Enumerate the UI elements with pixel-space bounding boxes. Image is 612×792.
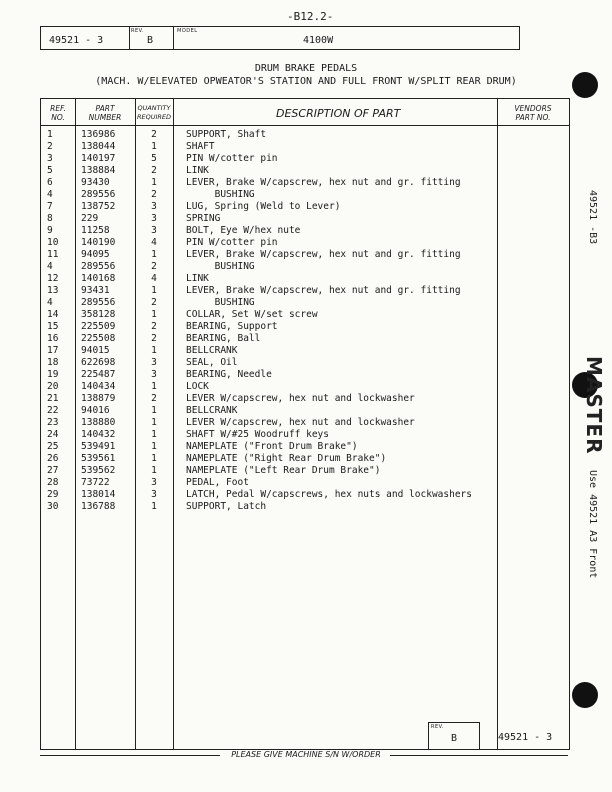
- row-quantity: 3: [151, 489, 157, 500]
- binder-hole: [572, 682, 598, 708]
- row-part-number: 358128: [81, 309, 116, 320]
- row-part-number: 138880: [81, 417, 116, 428]
- row-quantity: 1: [151, 465, 157, 476]
- row-ref: 22: [47, 405, 59, 416]
- row-ref: 2: [47, 141, 53, 152]
- row-ref: 9: [47, 225, 53, 236]
- row-quantity: 3: [151, 225, 157, 236]
- row-quantity: 1: [151, 285, 157, 296]
- table-row: [41, 153, 569, 165]
- row-description: LEVER W/capscrew, hex nut and lockwasher: [186, 417, 415, 428]
- header-rev-label: REV.: [131, 28, 144, 34]
- row-ref: 3: [47, 153, 53, 164]
- row-ref: 8: [47, 213, 53, 224]
- page-subtitle: (MACH. W/ELEVATED OPWEATOR'S STATION AND FULL FRONT W/SPLIT REAR DRUM): [95, 76, 517, 87]
- row-quantity: 3: [151, 357, 157, 368]
- row-description: BUSHING: [186, 189, 255, 200]
- row-ref: 4: [47, 189, 53, 200]
- row-quantity: 2: [151, 261, 157, 272]
- header-rev-value: B: [147, 35, 154, 46]
- row-ref: 23: [47, 417, 59, 428]
- table-row: [41, 249, 569, 261]
- row-ref: 28: [47, 477, 59, 488]
- col-ref-header: REF. NO.: [50, 104, 66, 122]
- row-description: BELLCRANK: [186, 345, 238, 356]
- row-description: SHAFT W/#25 Woodruff keys: [186, 429, 329, 440]
- row-part-number: 11258: [81, 225, 110, 236]
- table-row: [41, 225, 569, 237]
- row-part-number: 225509: [81, 321, 116, 332]
- row-ref: 15: [47, 321, 59, 332]
- row-ref: 18: [47, 357, 59, 368]
- row-description: BEARING, Ball: [186, 333, 261, 344]
- table-row: [41, 165, 569, 177]
- row-ref: 21: [47, 393, 59, 404]
- row-description: LEVER, Brake W/capscrew, hex nut and gr. fitting: [186, 249, 461, 260]
- header-doc-number: 49521 - 3: [49, 35, 104, 46]
- table-row: [41, 417, 569, 429]
- row-ref: 25: [47, 441, 59, 452]
- row-quantity: 1: [151, 141, 157, 152]
- row-part-number: 138044: [81, 141, 116, 152]
- row-description: LEVER, Brake W/capscrew, hex nut and gr. fitting: [186, 285, 461, 296]
- row-part-number: 136986: [81, 129, 116, 140]
- row-ref: 7: [47, 201, 53, 212]
- table-row: [41, 501, 569, 513]
- page-number: -B12.2-: [287, 10, 334, 23]
- row-quantity: 4: [151, 237, 157, 248]
- table-row: [41, 333, 569, 345]
- footer-rev-label: REV.: [431, 724, 444, 730]
- row-quantity: 2: [151, 297, 157, 308]
- row-description: SPRING: [186, 213, 221, 224]
- table-row: [41, 357, 569, 369]
- row-quantity: 2: [151, 165, 157, 176]
- row-description: LINK: [186, 273, 209, 284]
- row-part-number: 140432: [81, 429, 116, 440]
- row-quantity: 2: [151, 129, 157, 140]
- table-row: [41, 405, 569, 417]
- row-part-number: 94016: [81, 405, 110, 416]
- row-ref: 20: [47, 381, 59, 392]
- row-part-number: 73722: [81, 477, 110, 488]
- row-quantity: 1: [151, 417, 157, 428]
- use-note: Use 49521 A3 Front: [587, 470, 598, 579]
- row-part-number: 138879: [81, 393, 116, 404]
- table-row: [41, 489, 569, 501]
- row-part-number: 289556: [81, 261, 116, 272]
- page-title: DRUM BRAKE PEDALS: [254, 63, 358, 74]
- row-quantity: 2: [151, 189, 157, 200]
- side-code: 49521 -B3: [587, 190, 598, 245]
- table-row: [41, 321, 569, 333]
- row-quantity: 2: [151, 333, 157, 344]
- row-part-number: 225487: [81, 369, 116, 380]
- footer-rev-value: B: [451, 733, 458, 744]
- row-quantity: 1: [151, 345, 157, 356]
- table-row: [41, 189, 569, 201]
- row-quantity: 4: [151, 273, 157, 284]
- row-description: NAMEPLATE ("Left Rear Drum Brake"): [186, 465, 381, 476]
- row-ref: 16: [47, 333, 59, 344]
- row-part-number: 289556: [81, 297, 116, 308]
- header-model-label: MODEL: [177, 28, 198, 34]
- table-row: [41, 369, 569, 381]
- row-part-number: 539561: [81, 453, 116, 464]
- row-description: NAMEPLATE ("Right Rear Drum Brake"): [186, 453, 387, 464]
- row-description: SUPPORT, Shaft: [186, 129, 267, 140]
- footer-note: PLEASE GIVE MACHINE S/N W/ORDER: [231, 750, 381, 759]
- row-description: LATCH, Pedal W/capscrews, hex nuts and lockwashers: [186, 489, 472, 500]
- row-quantity: 1: [151, 501, 157, 512]
- row-description: SUPPORT, Latch: [186, 501, 267, 512]
- row-part-number: 140197: [81, 153, 116, 164]
- table-row: [41, 441, 569, 453]
- row-description: LINK: [186, 165, 209, 176]
- row-ref: 26: [47, 453, 59, 464]
- row-quantity: 1: [151, 453, 157, 464]
- row-description: COLLAR, Set W/set screw: [186, 309, 318, 320]
- row-description: BEARING, Needle: [186, 369, 272, 380]
- row-part-number: 539491: [81, 441, 116, 452]
- row-ref: 4: [47, 261, 53, 272]
- row-description: BUSHING: [186, 261, 255, 272]
- row-description: BOLT, Eye W/hex nute: [186, 225, 301, 236]
- row-description: PIN W/cotter pin: [186, 237, 278, 248]
- row-ref: 5: [47, 165, 53, 176]
- row-quantity: 3: [151, 201, 157, 212]
- col-qty-header: QUANTITY REQUIRED: [136, 104, 172, 121]
- row-quantity: 3: [151, 477, 157, 488]
- row-ref: 29: [47, 489, 59, 500]
- table-row: [41, 261, 569, 273]
- table-row: [41, 453, 569, 465]
- row-quantity: 1: [151, 381, 157, 392]
- row-ref: 19: [47, 369, 59, 380]
- table-row: [41, 177, 569, 189]
- row-part-number: 138752: [81, 201, 116, 212]
- row-description: BUSHING: [186, 297, 255, 308]
- row-part-number: 539562: [81, 465, 116, 476]
- table-row: [41, 309, 569, 321]
- row-ref: 13: [47, 285, 59, 296]
- col-vendor-header: VENDORS PART NO.: [514, 104, 552, 122]
- table-row: [41, 141, 569, 153]
- row-description: SEAL, Oil: [186, 357, 238, 368]
- col-desc-header: DESCRIPTION OF PART: [276, 107, 401, 120]
- row-ref: 12: [47, 273, 59, 284]
- row-quantity: 2: [151, 393, 157, 404]
- table-row: [41, 237, 569, 249]
- row-part-number: 136788: [81, 501, 116, 512]
- row-quantity: 2: [151, 321, 157, 332]
- row-quantity: 1: [151, 441, 157, 452]
- row-part-number: 289556: [81, 189, 116, 200]
- row-quantity: 1: [151, 177, 157, 188]
- row-quantity: 5: [151, 153, 157, 164]
- row-description: PIN W/cotter pin: [186, 153, 278, 164]
- table-row: [41, 393, 569, 405]
- row-part-number: 138014: [81, 489, 116, 500]
- row-ref: 24: [47, 429, 59, 440]
- row-description: LEVER, Brake W/capscrew, hex nut and gr. fitting: [186, 177, 461, 188]
- table-row: [41, 201, 569, 213]
- row-part-number: 94015: [81, 345, 110, 356]
- table-row: [41, 129, 569, 141]
- footer-box: [428, 722, 568, 748]
- row-ref: 30: [47, 501, 59, 512]
- row-part-number: 140434: [81, 381, 116, 392]
- row-ref: 10: [47, 237, 59, 248]
- row-part-number: 622698: [81, 357, 116, 368]
- footer-doc-number: 49521 - 3: [498, 732, 553, 743]
- row-part-number: 140168: [81, 273, 116, 284]
- row-ref: 6: [47, 177, 53, 188]
- row-description: LEVER W/capscrew, hex nut and lockwasher: [186, 393, 415, 404]
- row-description: SHAFT: [186, 141, 215, 152]
- binder-hole: [572, 72, 598, 98]
- row-quantity: 3: [151, 369, 157, 380]
- row-part-number: 140190: [81, 237, 116, 248]
- row-ref: 14: [47, 309, 59, 320]
- table-row: [41, 465, 569, 477]
- row-quantity: 1: [151, 309, 157, 320]
- master-stamp: MASTER: [582, 356, 606, 455]
- row-description: NAMEPLATE ("Front Drum Brake"): [186, 441, 358, 452]
- row-quantity: 1: [151, 429, 157, 440]
- row-ref: 11: [47, 249, 59, 260]
- row-ref: 17: [47, 345, 59, 356]
- col-part-header: PART NUMBER: [88, 104, 122, 122]
- row-part-number: 229: [81, 213, 99, 224]
- header-box: [40, 26, 520, 50]
- row-description: LOCK: [186, 381, 209, 392]
- row-quantity: 1: [151, 405, 157, 416]
- table-row: [41, 429, 569, 441]
- table-row: [41, 477, 569, 489]
- row-description: BELLCRANK: [186, 405, 238, 416]
- row-ref: 4: [47, 297, 53, 308]
- row-part-number: 93430: [81, 177, 110, 188]
- table-row: [41, 345, 569, 357]
- row-part-number: 94095: [81, 249, 110, 260]
- table-row: [41, 381, 569, 393]
- header-model-value: 4100W: [303, 35, 334, 46]
- table-row: [41, 285, 569, 297]
- row-part-number: 93431: [81, 285, 110, 296]
- row-ref: 27: [47, 465, 59, 476]
- row-part-number: 138884: [81, 165, 116, 176]
- table-row: [41, 273, 569, 285]
- row-part-number: 225508: [81, 333, 116, 344]
- table-row: [41, 297, 569, 309]
- parts-table: [40, 98, 570, 750]
- row-description: PEDAL, Foot: [186, 477, 249, 488]
- row-quantity: 1: [151, 249, 157, 260]
- row-description: BEARING, Support: [186, 321, 278, 332]
- table-row: [41, 213, 569, 225]
- row-ref: 1: [47, 129, 53, 140]
- row-description: LUG, Spring (Weld to Lever): [186, 201, 341, 212]
- row-quantity: 3: [151, 213, 157, 224]
